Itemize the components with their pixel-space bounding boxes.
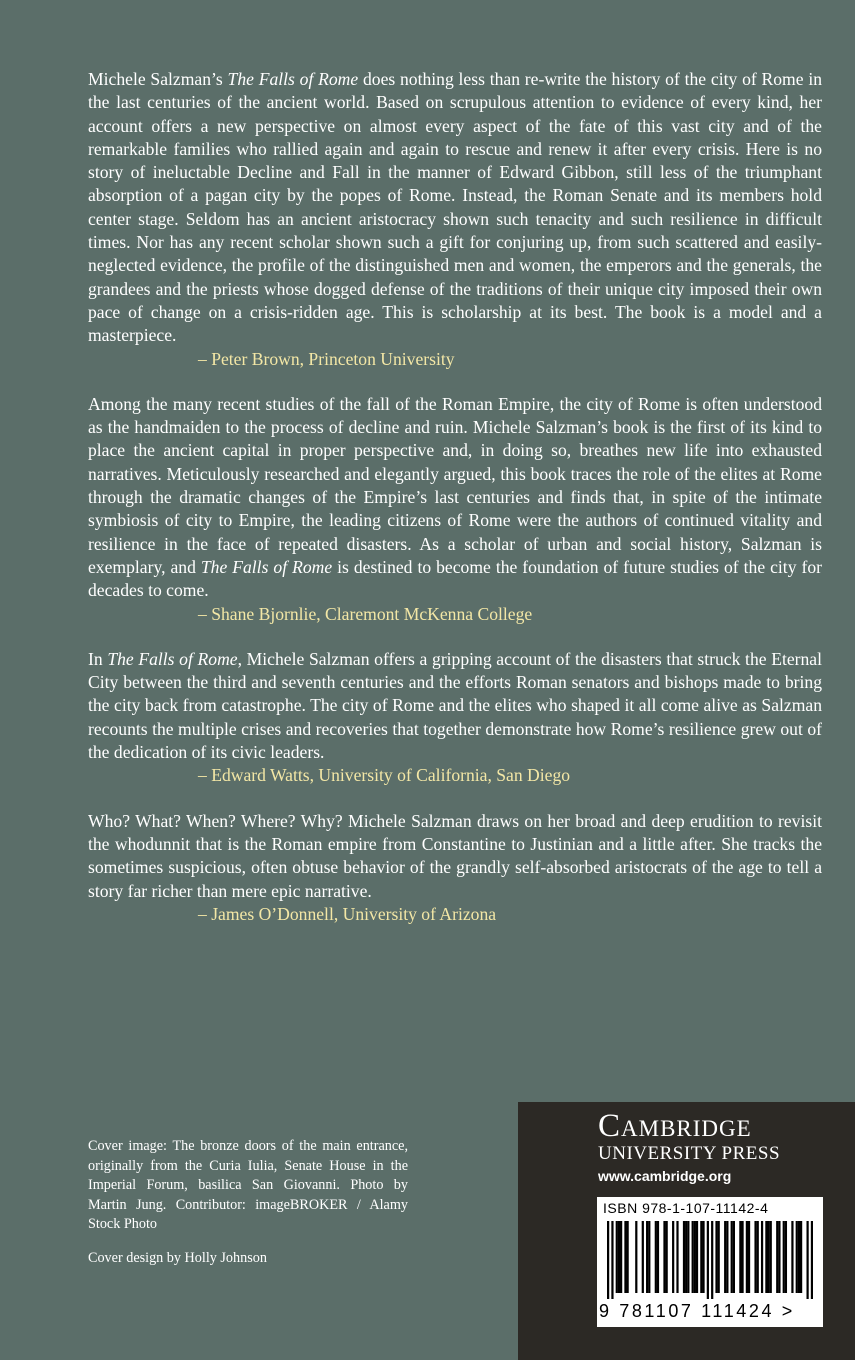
barcode-bar xyxy=(707,1221,709,1299)
endorsement-text: Michele Salzman’s The Falls of Rome does nothing less than re-write the history of the city of Rome in the last centuries of the ancient world. Based on scrupulous attention to evidence of every kind, her account offers a new perspective on almost every aspect of the fate of this vast city and of the remarkable families who rallied again and again to rescue and renew it after every crisis. Here is no story of ineluctable Decline and Fall in the manner of Edward Gibbon, still less of the triumphant absorption of a pagan city by the popes of Rome. Instead, the Roman Senate and its members hold center stage. Seldom has an ancient aristocracy shown such tenacity and such resilience in difficult times. Nor has any recent scholar shown such a gift for conjuring up, from such scattered and easily-neglected evidence, the profile of the distinguished men and women, the emperors and the generals, the grandees and the priests whose dogged defense of the traditions of their unique city imposed their own pace of change on a crisis-ridden age. This is scholarship at its best. The book is a model and a masterpiece. xyxy=(88,69,822,346)
barcode-bar xyxy=(685,1221,687,1293)
barcode-bar xyxy=(642,1221,644,1293)
barcode-bar xyxy=(683,1221,685,1293)
isbn-label: ISBN 978-1-107-11142-4 xyxy=(603,1200,769,1216)
endorsement-attribution: – Shane Bjornlie, Claremont McKenna College xyxy=(198,603,533,624)
barcode-bar xyxy=(676,1221,678,1293)
endorsement-2 xyxy=(88,393,822,626)
barcode-bar xyxy=(696,1221,698,1293)
endorsement-text: In The Falls of Rome, Michele Salzman offers a gripping account of the disasters that struck the Eternal City between the third and seventh centuries and the efforts Roman senators and bishops made to bring the city back from catastrophe. The city of Rome and the elites who shaped it all come alive as Salzman recounts the multiple crises and recoveries that together demonstrate how Rome’s resilience grew out of the dedication of its civic leaders. xyxy=(88,648,822,763)
barcode-bar xyxy=(798,1221,800,1293)
barcode-bar xyxy=(739,1221,741,1293)
barcode-bar xyxy=(692,1221,694,1293)
publisher-url: www.cambridge.org xyxy=(598,1168,732,1184)
barcode-bar xyxy=(741,1221,743,1293)
endorsement-text: Who? What? When? Where? Why? Michele Salzman draws on her broad and deep erudition to revisit the whodunnit that is the Roman empire from Constantine to Justinian and a little after. She tracks the sometimes suspicious, often obtuse behavior of the grandly self-absorbed aristocrats of the age to tell a story far richer than mere epic narrative. xyxy=(88,810,822,901)
endorsement-attribution: – Peter Brown, Princeton University xyxy=(198,348,455,369)
isbn-barcode xyxy=(597,1197,823,1327)
endorsement-3 xyxy=(88,648,822,788)
barcode-bar xyxy=(757,1221,759,1293)
barcode-bar xyxy=(607,1221,609,1299)
barcode-bar xyxy=(770,1221,772,1293)
barcode-bar xyxy=(620,1221,622,1293)
barcode-bar xyxy=(657,1221,659,1293)
barcode-bar xyxy=(718,1221,720,1293)
barcode-bar xyxy=(754,1221,756,1293)
barcode-bar xyxy=(666,1221,668,1293)
barcode-bar xyxy=(702,1221,704,1293)
barcode-bar xyxy=(806,1221,808,1299)
barcode-bar xyxy=(726,1221,728,1293)
barcode-bars xyxy=(607,1221,813,1299)
barcode-bar xyxy=(746,1221,748,1293)
cover-image-credit: Cover image: The bronze doors of the main entrance, originally from the Curia Iulia, Senate House in the Imperial Forum, basilica San Giovanni. Photo by Martin Jung. Contributor: imageBROKER / Alamy Stock Photo xyxy=(88,1138,408,1232)
barcode-bar xyxy=(800,1221,802,1293)
barcode-bar xyxy=(765,1221,767,1293)
barcode-bar xyxy=(648,1221,650,1293)
publisher-press: UNIVERSITY PRESS xyxy=(598,1143,781,1164)
barcode-bar xyxy=(811,1221,813,1299)
barcode-bar xyxy=(627,1221,629,1293)
barcode-bar xyxy=(711,1221,713,1299)
barcode-bar xyxy=(724,1221,726,1293)
publisher-name: Cambridge xyxy=(598,1108,752,1144)
endorsement-4 xyxy=(88,810,822,926)
barcode-bar xyxy=(748,1221,750,1293)
barcode-bar xyxy=(687,1221,689,1293)
publisher-block xyxy=(518,1102,855,1360)
endorsements xyxy=(88,68,822,948)
barcode-bar xyxy=(776,1221,778,1293)
barcode-bar xyxy=(616,1221,618,1293)
barcode-digits: 9 781107 111424 > xyxy=(599,1301,795,1321)
barcode-bar xyxy=(694,1221,696,1293)
barcode-bar xyxy=(731,1221,733,1293)
barcode-bar xyxy=(655,1221,657,1293)
barcode-bar xyxy=(796,1221,798,1293)
barcode-bar xyxy=(646,1221,648,1293)
barcode-bar xyxy=(733,1221,735,1293)
barcode-bar xyxy=(635,1221,637,1293)
barcode-bar xyxy=(663,1221,665,1293)
barcode-bar xyxy=(611,1221,613,1299)
barcode-bar xyxy=(791,1221,793,1293)
barcode-bar xyxy=(785,1221,787,1293)
barcode-bar xyxy=(624,1221,626,1293)
barcode-bar xyxy=(618,1221,620,1293)
barcode-bar xyxy=(767,1221,769,1293)
barcode-bar xyxy=(700,1221,702,1293)
barcode-bar xyxy=(761,1221,763,1293)
cover-design-credit: Cover design by Holly Johnson xyxy=(88,1249,267,1266)
endorsement-text: Among the many recent studies of the fall of the Roman Empire, the city of Rome is often understood as the handmaiden to the process of decline and ruin. Michele Salzman’s book is the first of its kind to place the ancient capital in proper perspective and, in doing so, breathes new life into exhausted narratives. Meticulously researched and elegantly argued, this book traces the role of the elites at Rome through the dramatic changes of the Empire’s last centuries and finds that, in spite of the intimate symbiosis of city to Empire, the leading citizens of Rome were the authors of continued vitality and resilience in the face of repeated disasters. As a scholar of urban and social history, Salzman is exemplary, and The Falls of Rome is destined to become the foundation of future studies of the city for decades to come. xyxy=(88,393,822,601)
barcode-bar xyxy=(672,1221,674,1293)
endorsement-attribution: – James O’Donnell, University of Arizona xyxy=(198,903,497,924)
cover-credits xyxy=(88,1137,408,1282)
barcode-bar xyxy=(715,1221,717,1293)
endorsement-attribution: – Edward Watts, University of California, San Diego xyxy=(198,765,571,786)
barcode-bar xyxy=(778,1221,780,1293)
endorsement-1 xyxy=(88,68,822,371)
barcode-bar xyxy=(783,1221,785,1293)
